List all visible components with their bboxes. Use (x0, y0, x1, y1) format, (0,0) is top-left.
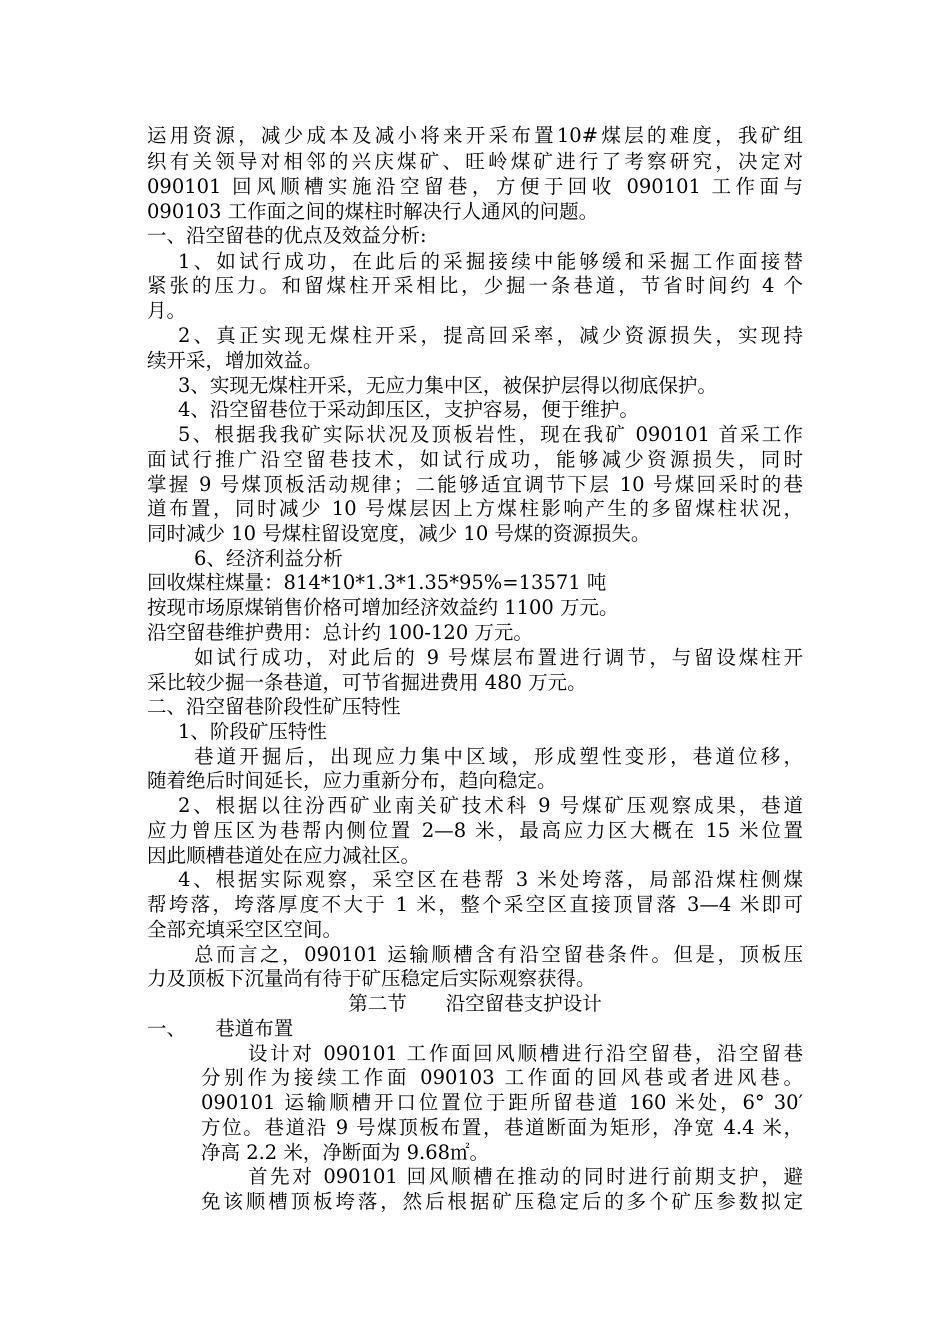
text-line: 因此顺槽巷道处在应力减社区。 (147, 844, 421, 867)
text-line: 2、真正实现无煤柱开采，提高回采率，减少资源损失，实现持 (178, 324, 803, 347)
text-line: 1、如试行成功，在此后的采掘接续中能够缓和采掘工作面接替 (178, 250, 803, 273)
text-line: 续开采，增加效益。 (147, 349, 323, 372)
text-line: 6、经济利益分析 (194, 547, 343, 570)
section-heading: 一、 巷道布置 (147, 1017, 294, 1040)
text-line: 分别作为接续工作面 090103 工作面的回风巷或者进风巷。 (201, 1066, 803, 1089)
text-line: 4、沿空留巷位于采动卸压区，支护容易，便于维护。 (178, 398, 639, 421)
text-line: 回收煤柱煤量：814*10*1.3*1.35*95%=13571 吨 (147, 571, 607, 594)
text-line: 应力曾压区为巷帮内侧位置 2—8 米，最高应力区大概在 15 米位置 (147, 819, 803, 842)
text-line: 帮垮落，垮落厚度不大于 1 米，整个采空区直接顶冒落 3—4 米即可 (147, 893, 803, 916)
text-line: 090103 工作面之间的煤柱时解决行人通风的问题。 (147, 200, 599, 223)
text-line: 紧张的压力。和留煤柱开采相比，少掘一条巷道，节省时间约 4 个 (147, 274, 803, 297)
text-line: 090101 运输顺槽开口位置位于距所留巷道 160 米处，6° 30′ (201, 1091, 803, 1114)
text-line: 首先对 090101 回风顺槽在推动的同时进行前期支护，避 (248, 1165, 803, 1188)
section-title: 第二节 沿空留巷支护设计 (348, 992, 602, 1015)
text-line: 如试行成功，对此后的 9 号煤层布置进行调节，与留设煤柱开 (194, 646, 803, 669)
text-line: 免该顺槽顶板垮落，然后根据矿压稳定后的多个矿压参数拟定 (201, 1190, 803, 1213)
text-line: 净高 2.2 米，净断面为 9.68㎡。 (201, 1141, 490, 1164)
text-line: 090101 回风顺槽实施沿空留巷，方便于回收 090101 工作面与 (147, 175, 803, 198)
text-line: 沿空留巷维护费用：总计约 100-120 万元。 (147, 621, 533, 644)
text-line: 掌握 9 号煤顶板活动规律；二能够适宜调节下层 10 号煤回采时的巷 (147, 473, 803, 496)
text-line: 4、根据实际观察，采空区在巷帮 3 米处垮落，局部沿煤柱侧煤 (178, 868, 803, 891)
text-line: 按现市场原煤销售价格可增加经济效益约 1100 万元。 (147, 596, 619, 619)
text-line: 2、根据以往汾西矿业南关矿技术科 9 号煤矿压观察成果，巷道 (178, 794, 803, 817)
text-line: 采比较少掘一条巷道，可节省掘进费用 480 万元。 (147, 671, 587, 694)
text-line: 织有关领导对相邻的兴庆煤矿、旺岭煤矿进行了考察研究，决定对 (147, 150, 803, 173)
text-line: 运用资源，减少成本及减小将来开采布置10#煤层的难度，我矿组 (147, 124, 803, 147)
text-line: 全部充填采空区空间。 (147, 918, 343, 941)
text-line: 力及顶板下沉量尚有待于矿压稳定后实际观察获得。 (147, 967, 596, 990)
text-line: 同时减少 10 号煤柱留设宽度，减少 10 号煤的资源损失。 (147, 522, 651, 545)
text-line: 5、根据我我矿实际状况及顶板岩性，现在我矿 090101 首采工作 (178, 423, 803, 446)
text-line: 设计对 090101 工作面回风顺槽进行沿空留巷，沿空留巷 (248, 1042, 803, 1065)
section-heading: 一、沿空留巷的优点及效益分析: (147, 224, 427, 247)
text-line: 1、阶段矿压特性 (178, 720, 327, 743)
section-heading: 二、沿空留巷阶段性矿压特性 (147, 695, 401, 718)
text-line: 随着绝后时间延长，应力重新分布，趋向稳定。 (147, 769, 557, 792)
text-line: 3、实现无煤柱开采，无应力集中区，被保护层得以彻底保护。 (178, 374, 717, 397)
text-line: 道布置，同时减少 10 号煤层因上方煤柱影响产生的多留煤柱状况， (147, 497, 803, 520)
text-line: 月。 (147, 299, 187, 322)
text-line: 方位。巷道沿 9 号煤顶板布置，巷道断面为矩形，净宽 4.4 米， (201, 1116, 803, 1139)
text-line: 巷道开掘后，出现应力集中区域，形成塑性变形，巷道位移， (194, 745, 803, 768)
text-line: 总而言之，090101 运输顺槽含有沿空留巷条件。但是，顶板压 (194, 943, 803, 966)
text-line: 面试行推广沿空留巷技术，如试行成功，能够减少资源损失，同时 (147, 448, 803, 471)
